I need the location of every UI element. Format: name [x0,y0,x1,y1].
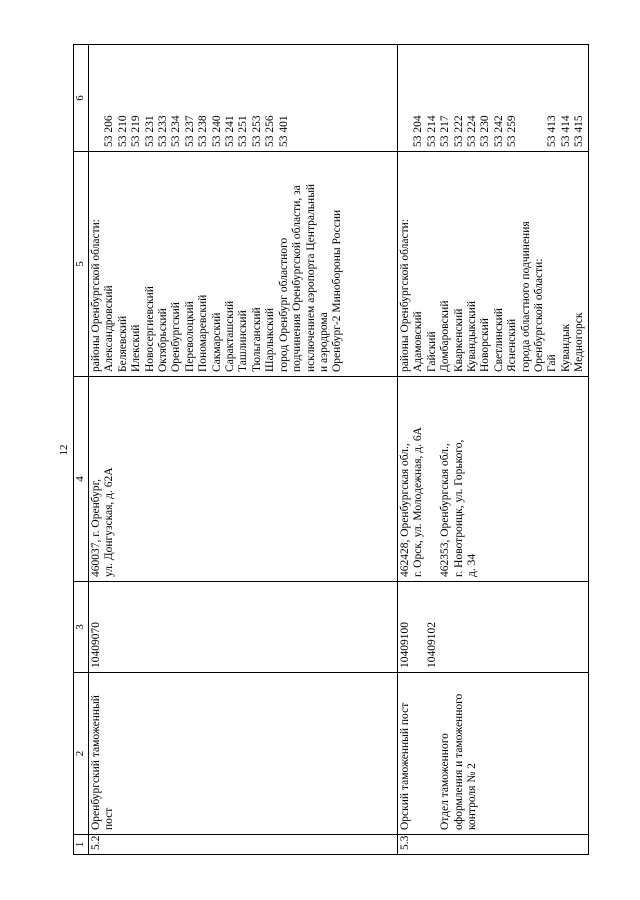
column-header-3: 3 [74,582,89,673]
column-header-2: 2 [74,673,89,835]
post-name: Оренбургский таможенный пост [89,673,398,835]
post-address: 460037, г. Оренбург, ул. Донгузская, д. 62А [89,377,398,582]
table-row [89,45,398,855]
served-regions: районы Оренбургской области: Адамовский Гайский Домбаровский Кваркенский Кувандыкский Новорский Светлинский Ясненский города областного подчинения Оренбургской области: Гай Кувандык Медногорск [398,152,589,377]
table-row [398,45,589,855]
okato-codes: 53 204 53 214 53 217 53 222 53 224 53 230 53 242 53 259 53 413 53 414 53 415 [398,45,589,152]
customs-posts-table [73,44,589,855]
post-address: 462428, Оренбургская обл., г. Орск, ул. Молодежная, д. 6А 462353, Оренбургская обл., г. Новотроицк, ул. Горького, д. 34 [398,377,589,582]
post-name: Орский таможенный пост Отдел таможенного оформления и таможенного контроля № 2 [398,673,589,835]
column-header-1: 1 [74,835,89,855]
row-number: 5.3 [398,835,589,855]
page-number: 12 [58,444,70,456]
column-header-5: 5 [74,152,89,377]
column-header-6: 6 [74,45,89,152]
rotated-page [73,45,609,855]
post-code: 10409100 10409102 [398,582,589,673]
header-row [74,45,89,855]
post-code: 10409070 [89,582,398,673]
row-number: 5.2 [89,835,398,855]
column-header-4: 4 [74,377,89,582]
okato-codes: 53 206 53 210 53 219 53 231 53 233 53 234 53 237 53 238 53 240 53 241 53 251 53 253 53 256 53 401 [89,45,398,152]
served-regions: районы Оренбургской области: Александровский Беляевский Илекский Новосергиевский Октябрьский Оренбургский Переволоцкий Пономаревский Сакмарский Саракташский Ташлинский Тюльганский Шарлыкский город Оренбург областного подчинения Оренбургской области, за исключением аэропорта Центральный и аэродрома Оренбург-2 Минобороны России [89,152,398,377]
